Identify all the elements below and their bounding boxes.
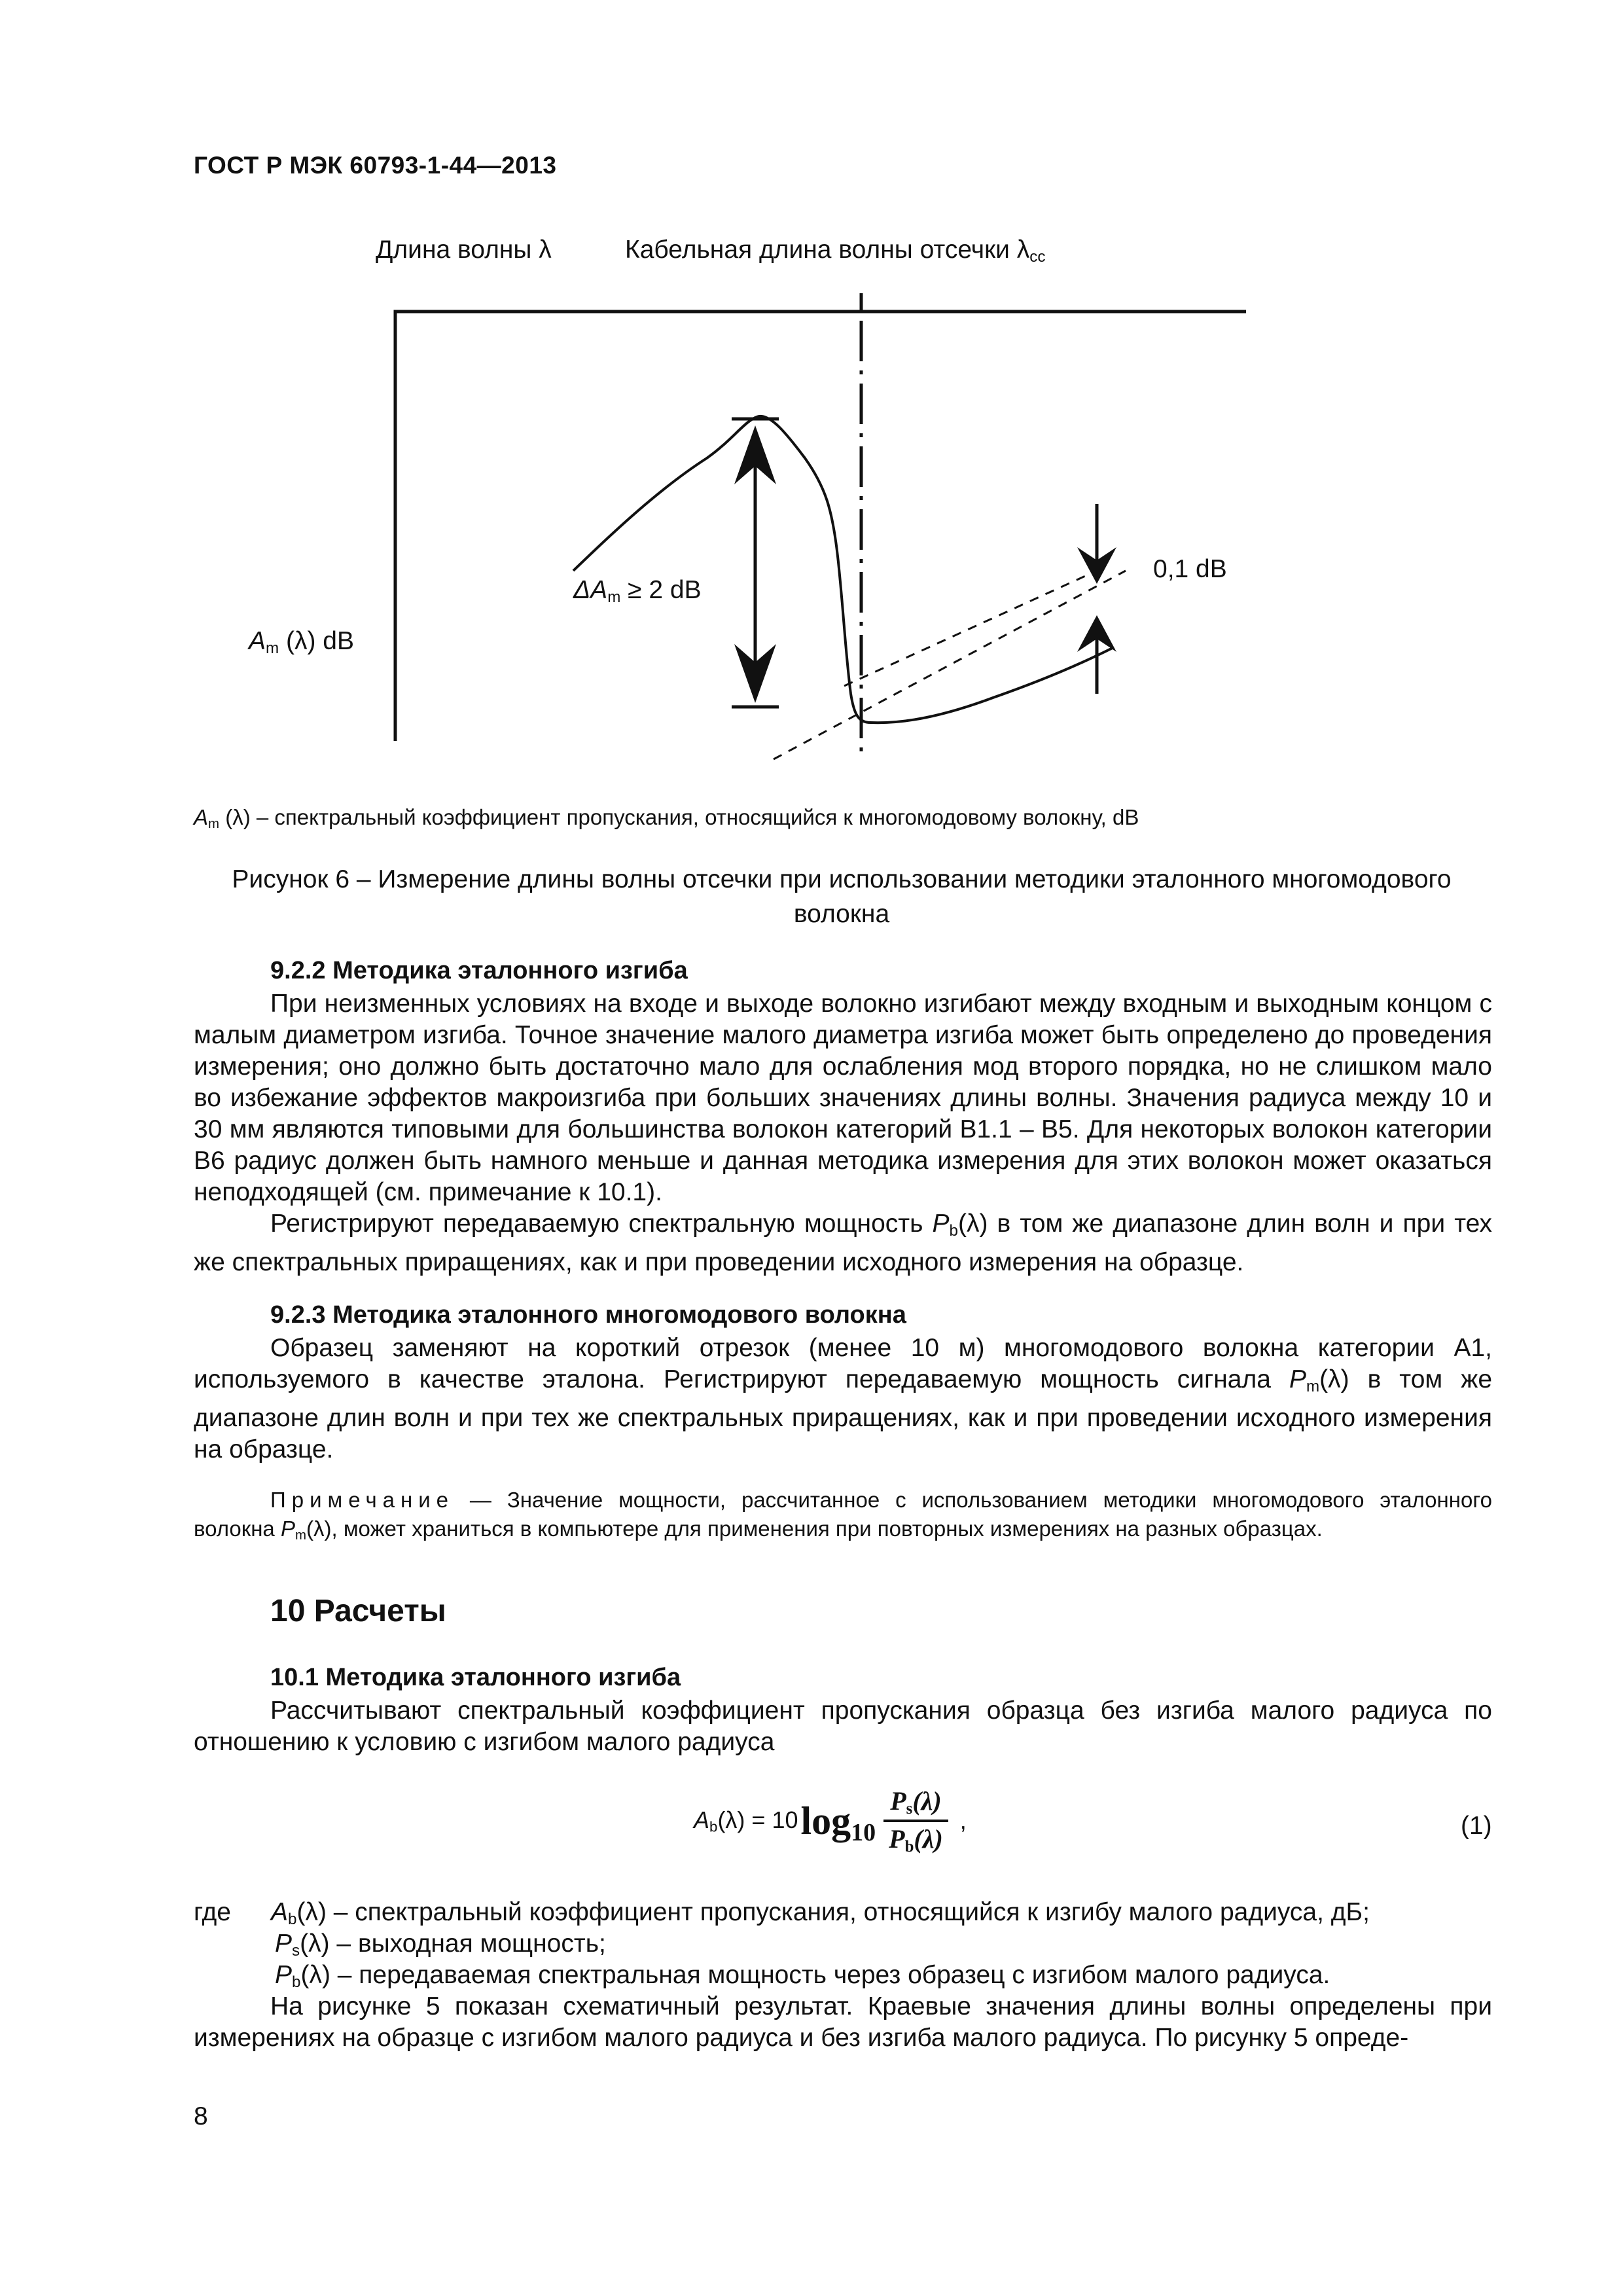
document-header: ГОСТ Р МЭК 60793-1-44—2013 <box>194 152 557 179</box>
formula-1: $A_b(\lambda) = 10$ log 10 $P_s(\lambda)$ $P_b(\lambda)$ , <box>694 1785 967 1856</box>
offset-line-dashed <box>844 571 1097 686</box>
baseline-fit-dashed <box>774 571 1126 759</box>
heading-10: 10 Расчеты <box>270 1594 446 1628</box>
equation-number: (1) <box>1461 1812 1492 1840</box>
figure-legend: $A_m$ (λ) – спектральный коэффициент пропускания, относящийся к многомодовому волокну, dB <box>194 805 1139 832</box>
paragraph: На рисунке 5 показан схематичный результат. Краевые значения длины волны определены при измерениях на образце с изгибом малого радиуса и без изгиба малого радиуса. По рисунку 5 опреде- <box>194 1992 1492 2052</box>
where-definitions: где $A_b(\lambda)$ – спектральный коэффициент пропускания, относящийся к изгибу малого радиуса, дБ; $P_s(\lambda)$ – выходная мощность; $P_b(\lambda)$ – передаваемая спектральная мощность через образец с изгибом малого радиуса. На рисунке 5 показан схематичный результат. Краевые значения длины волны определены при измерениях на образце с изгибом малого радиуса и без изгиба малого радиуса. По рисунку 5 опреде- <box>194 1897 1492 2054</box>
page-number: 8 <box>194 2102 208 2130</box>
heading-9-2-2: 9.2.2 Методика эталонного изгиба <box>270 957 688 984</box>
figure-label-wavelength: Длина волны λ <box>376 236 552 264</box>
figure-label-cutoff: Кабельная длина волны отсечки $\lambda_{cc}$ <box>625 236 1046 266</box>
figure-frame <box>395 312 1246 741</box>
heading-10-1: 10.1 Методика эталонного изгиба <box>270 1664 681 1691</box>
paragraph: Образец заменяют на короткий отрезок (менее 10 м) многомодового волокна категории A1, используемого в качестве эталона. Регистрируют передаваемую мощность сигнала $P_m(\lambda)$ в том же диапазоне длин волн и при тех же спектральных приращениях, как и при проведении исходного измерения на образце. <box>194 1334 1493 1464</box>
figure-caption: Рисунок 6 – Измерение длины волны отсечки при использовании методики эталонного многомодового волокна <box>232 865 1452 928</box>
paragraph: При неизменных условиях на входе и выходе волокно изгибают между входным и выходным концом с малым диаметром изгиба. Точное значение малого диаметра изгиба может быть определено до проведения измерения; оно должно быть достаточно мало для ослабления мод второго порядка, но не слишком мало во избежание эффектов макроизгиба при больших значениях длины волны. Значения радиуса между 10 и 30 мм являются типовыми для большинства волокон категорий B1.1 – B5. Для некоторых волокон категории B6 радиус должен быть намного меньше и данная методика измерения для этих волокон может оказаться неподходящей (см. примечание к 10.1). <box>194 990 1492 1206</box>
transmission-curve <box>573 416 1113 723</box>
section-9-2-2-body <box>194 988 1492 1278</box>
section-10-1-body <box>194 1695 1492 1758</box>
paragraph: Регистрируют передаваемую спектральную мощность $P_b(\lambda)$ в том же диапазоне длин волн и при тех же спектральных приращениях, как и при проведении исходного измерения на образце. <box>194 1210 1492 1277</box>
figure-label-y-axis: $A_m$ (λ) dB <box>249 627 355 658</box>
figure-label-delta-am: $\Delta A_m \ge 2$ dB <box>573 576 702 607</box>
heading-9-2-3: 9.2.3 Методика эталонного многомодового волокна <box>270 1301 906 1329</box>
section-9-2-3-body <box>194 1333 1492 1465</box>
figure-label-01db: 0,1 dB <box>1153 555 1227 583</box>
paragraph: Рассчитывают спектральный коэффициент пропускания образца без изгиба малого радиуса по отношению к условию с изгибом малого радиуса <box>194 1696 1492 1756</box>
note: Примечание — Значение мощности, рассчитанное с использованием методики многомодового эталонного волокна $P_m(\lambda)$, может храниться в компьютере для применения при повторных измерениях на разных образцах. <box>194 1488 1492 1543</box>
figure-6-diagram <box>0 0 1623 805</box>
